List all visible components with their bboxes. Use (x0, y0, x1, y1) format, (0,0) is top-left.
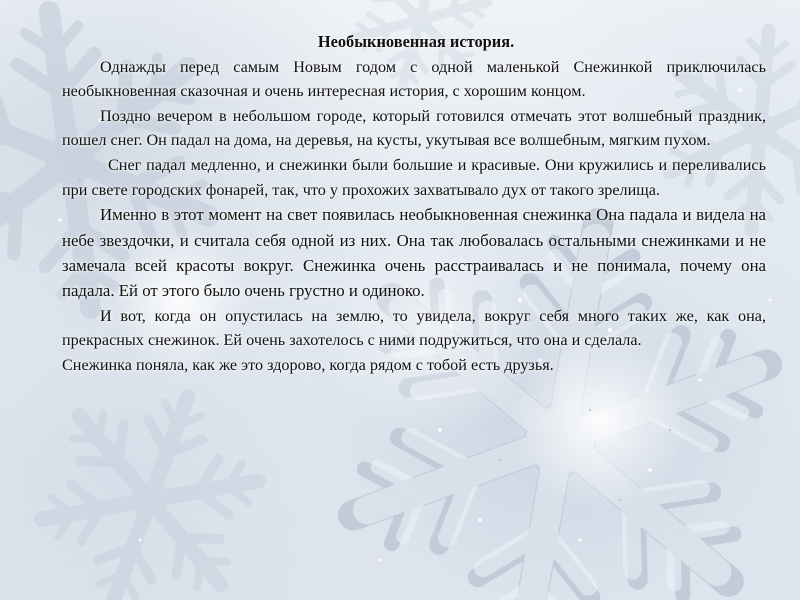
story-text (62, 30, 766, 378)
story-paragraph: Однажды перед самым Новым годом с одной маленькой Снежинкой приключилась необыкновенная сказочная и очень интересная история, с хорошим концом. (62, 57, 766, 101)
story-paragraph: Снежинка поняла, как же это здорово, когда рядом с тобой есть друзья. (62, 355, 554, 374)
story-paragraph: Снег падал медленно, и снежинки были большие и красивые. Они кружились и переливались при свете городских фонарей, так, что у прохожих захватывало дух от такого зрелища. (62, 155, 766, 199)
story-title: Необыкновенная история. (317, 32, 515, 51)
snowflake-icon (9, 359, 290, 600)
story-paragraph: Именно в этот момент на свет появилась необыкновенная снежинка Она падала и видела на небе звездочки, и считала себя одной из них. Она так любовалась остальными снежинками и не замечала всей красоты вокруг. Снежинка очень расстраивалась и не понимала, почему она падала. Ей от этого было очень грустно и одиноко. (62, 205, 766, 301)
story-paragraph: Поздно вечером в небольшом городе, который готовился отмечать этот волшебный праздник, пошел снег. Он падал на дома, на деревья, на кусты, укутывая все волшебным, мягким пухом. (62, 106, 766, 150)
story-paragraph: И вот, когда он опустилась на землю, то увидела, вокруг себя много таких же, как она, прекрасных снежинок. Ей очень захотелось с ними подружиться, что она и сделала. (62, 306, 766, 350)
